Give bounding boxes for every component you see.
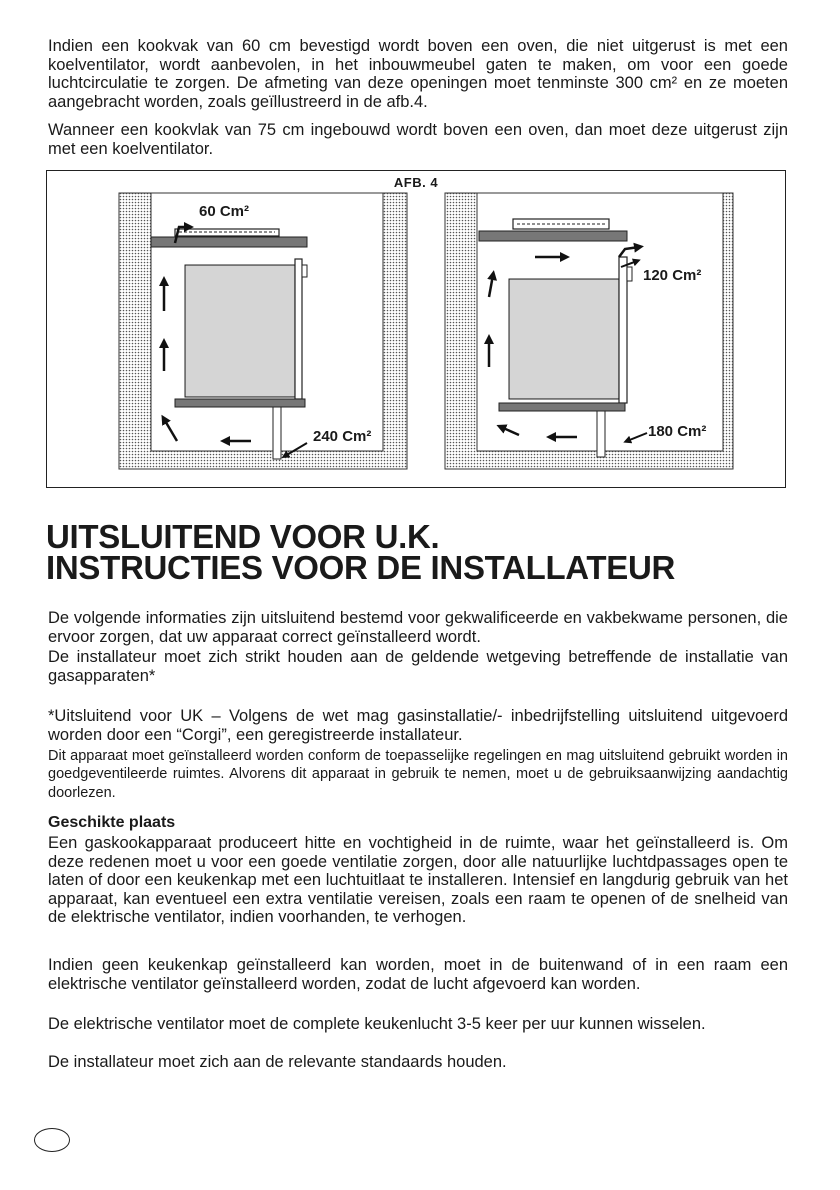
intro-paragraph-2: Wanneer een kookvlak van 75 cm ingebouwd wordt boven een oven, dan moet deze uitgerust zijn met een koelventilator.	[48, 121, 788, 158]
right-top-vent-label: 120 Cm²	[643, 267, 702, 284]
left-oven	[185, 265, 295, 397]
right-oven	[509, 279, 619, 399]
heading-line-2: INSTRUCTIES VOOR DE INSTALLATEUR	[46, 549, 676, 586]
figure-caption: AFB. 4	[393, 175, 439, 190]
section-paragraph-1: Een gaskookapparaat produceert hitte en vochtigheid in de ruimte, waar het geïnstalleerd is. Om deze redenen moet u voor een goede ventilatie zorgen, door alle natuurlijke luchtdpassages open te laten of door een keukenkap met een luchtuitlaat te installeren. Intensief en langdurig gebruik van het apparaat, kan eventueel een extra ventilatie vereisen, zoals een raam te openen of de snelheid van de elektrische ventilator, indien voorhanden, te verhogen.	[48, 834, 788, 927]
left-airflow-arrow	[164, 419, 177, 441]
intro-paragraph-1: Indien een kookvak van 60 cm bevestigd wordt boven een oven, die niet uitgerust is met een koelventilator, wordt aanbevolen, in het inbouwmeubel gaten te maken, om voor een goede luchtcirculatie te zorgen. De afmeting van deze openingen moet tenminste 300 cm² en ze moeten aangebracht worden, zoals geïllustreerd in de afb.4.	[48, 37, 788, 111]
section-paragraph-4: De installateur moet zich aan de relevante standaards houden.	[48, 1053, 507, 1071]
right-airflow-arrow	[501, 427, 519, 435]
right-airflow-arrow	[489, 275, 493, 297]
body-paragraph-4: Dit apparaat moet geïnstalleerd worden conform de toepasselijke regelingen en mag uitsluitend gebruikt worden in goedgeventileerde ruimtes. Alvorens dit apparaat in gebruik te nemen, moet u de gebruiksaanwijzing aandachtig doorlezen.	[48, 748, 788, 801]
ventilation-diagram	[47, 171, 787, 489]
ventilation-figure	[46, 170, 786, 488]
right-airflow-arrow	[627, 433, 647, 441]
section-paragraph-2: Indien geen keukenkap geïnstalleerd kan worden, moet in de buitenwand of in een raam een elektrische ventilator geïnstalleerd worden, zodat de lucht afgevoerd kan worden.	[48, 956, 788, 993]
right-bottom-vent-label: 180 Cm²	[648, 423, 707, 440]
body-paragraph-2: De installateur moet zich strikt houden aan de geldende wetgeving betreffende de installatie van gasapparaten*	[48, 648, 788, 685]
left-top-vent-label: 60 Cm²	[199, 203, 250, 220]
language-marker	[34, 1128, 70, 1152]
body-paragraph-1: De volgende informaties zijn uitsluitend bestemd voor gekwalificeerde en vakbekwame personen, die ervoor zorgen, dat uw apparaat correct geïnstalleerd wordt.	[48, 609, 788, 646]
section-paragraph-3: De elektrische ventilator moet de complete keukenlucht 3-5 keer per uur kunnen wisselen.	[48, 1015, 706, 1033]
right-worktop	[479, 231, 627, 241]
left-bottom-vent-label: 240 Cm²	[313, 428, 372, 445]
section-title: Geschikte plaats	[48, 814, 176, 831]
right-airflow-arrow	[619, 247, 639, 257]
body-paragraph-3: *Uitsluitend voor UK – Volgens de wet mag gasinstallatie/- inbedrijfstelling uitsluitend uitgevoerd worden door een “Corgi”, een geregistreerde installateur.	[48, 707, 788, 744]
heading-line-1: UITSLUITEND VOOR U.K.	[46, 518, 440, 555]
page-heading	[46, 518, 806, 586]
